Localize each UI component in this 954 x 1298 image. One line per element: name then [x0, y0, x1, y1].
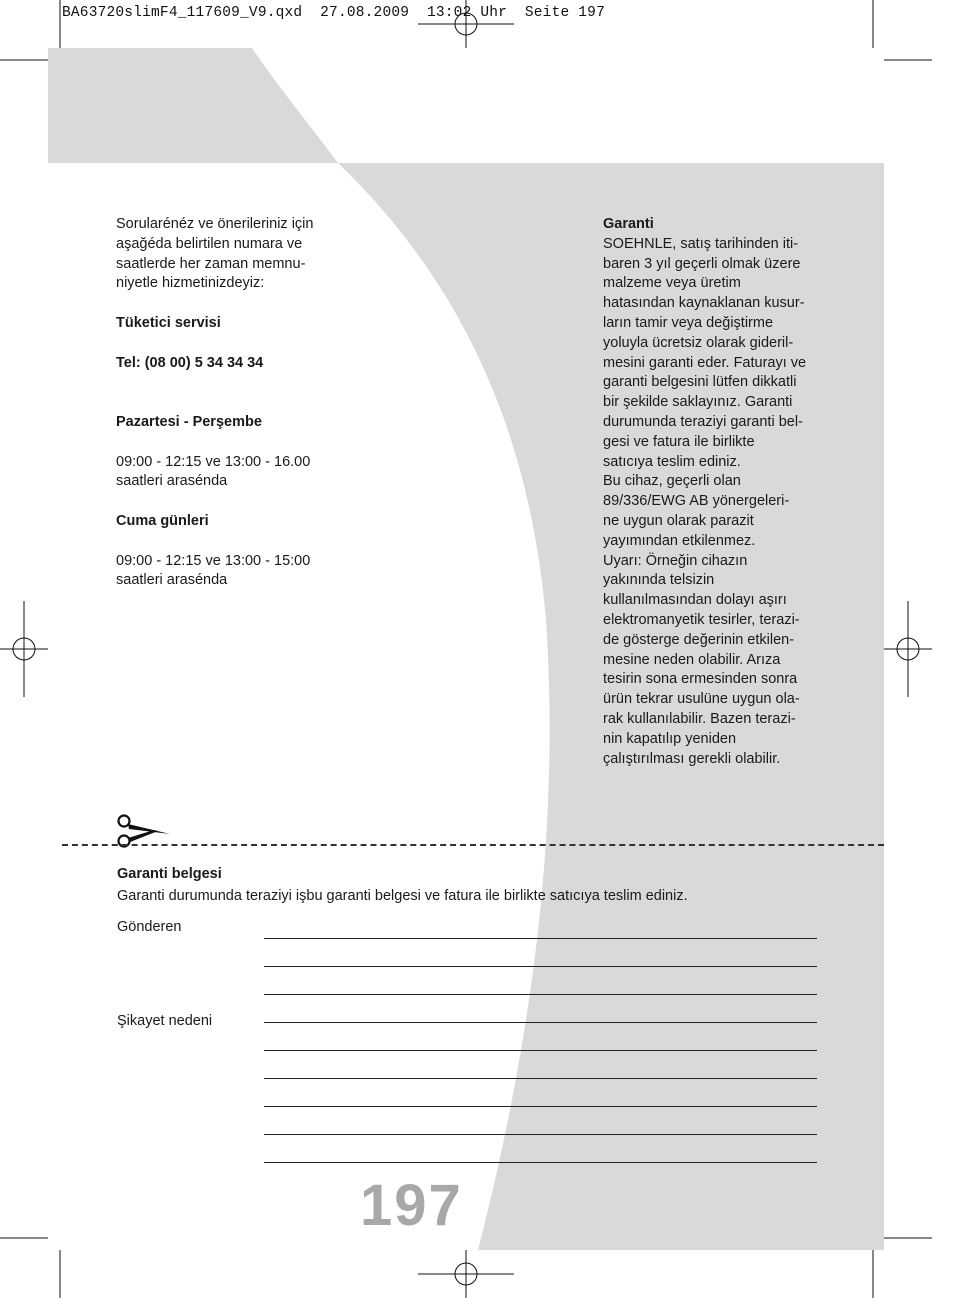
warranty-text-line: kullanılmasından dolayı aşırı [603, 592, 787, 609]
friday-label: Cuma günleri [116, 512, 209, 529]
warranty-certificate-note: Garanti durumunda teraziyi işbu garanti belgesi ve fatura ile birlikte satıcıya teslim ediniz. [117, 888, 688, 904]
warranty-text-line: ne uygun olarak parazit [603, 512, 754, 529]
warranty-text-line: yakınında telsizin [603, 572, 715, 589]
warranty-text-line: Uyarı: Örneğin cihazın [603, 552, 748, 569]
sender-line[interactable] [264, 966, 817, 967]
registration-target-bottom [418, 1250, 514, 1298]
sender-line[interactable] [264, 938, 817, 939]
warranty-text-line: de gösterge değerinin etkilen- [603, 631, 795, 648]
warranty-column [603, 215, 821, 769]
cut-line [62, 844, 884, 846]
warranty-text-line: tesirin sona ermesinden sonra [603, 671, 798, 688]
grey-header-band [48, 48, 338, 163]
warranty-text-line: 89/336/EWG AB yönergeleri- [603, 493, 790, 510]
complaint-line[interactable] [264, 1106, 817, 1107]
warranty-text-line: yoluyla ücretsiz olarak gideril- [603, 334, 794, 351]
intro-line: Sorularénéz ve önerileriniz için [116, 216, 314, 232]
warranty-text-line: mesini garanti eder. Faturayı ve [603, 354, 807, 371]
print-header: BA63720slimF4_117609_V9.qxd 27.08.2009 13:02 Uhr Seite 197 [62, 5, 605, 21]
friday-hours: saatleri arasénda [116, 572, 228, 589]
warranty-text-line: durumunda teraziyi garanti bel- [603, 413, 803, 430]
scissors-icon [114, 812, 174, 852]
complaint-reason-label: Şikayet nedeni [117, 1013, 213, 1029]
warranty-text-line: gesi ve fatura ile birlikte [603, 433, 755, 450]
warranty-text-line: mesine neden olabilir. Arıza [603, 651, 781, 668]
page-number: 197 [360, 1173, 463, 1238]
warranty-text-line: satıcıya teslim ediniz. [603, 453, 741, 470]
warranty-text-line: yayımından etkilenmez. [603, 532, 756, 549]
weekday-hours: saatleri arasénda [116, 473, 228, 490]
warranty-text-line: ürün tekrar usulüne uygun ola- [603, 691, 800, 708]
warranty-text-line: nin kapatılıp yeniden [603, 730, 737, 747]
contact-column [116, 215, 356, 591]
warranty-text-line: Bu cihaz, geçerli olan [603, 473, 741, 490]
friday-hours: 09:00 - 12:15 ve 13:00 - 15:00 [116, 552, 311, 569]
warranty-text-line: SOEHNLE, satış tarihinden iti- [603, 235, 799, 252]
sender-label: Gönderen [117, 919, 182, 935]
warranty-text-line: çalıştırılması gerekli olabilir. [603, 750, 781, 767]
complaint-line[interactable] [264, 1022, 817, 1023]
phone-number: Tel: (08 00) 5 34 34 34 [116, 354, 264, 371]
registration-target-right [884, 601, 932, 697]
warranty-text-line: malzeme veya üretim [603, 275, 741, 292]
warranty-text [603, 235, 821, 770]
warranty-text-line: rak kullanılabilir. Bazen terazi- [603, 710, 796, 727]
complaint-line[interactable] [264, 1078, 817, 1079]
warranty-text-line: ların tamir veya değiştirme [603, 314, 774, 331]
sender-line[interactable] [264, 994, 817, 995]
intro-line: aşağéda belirtilen numara ve [116, 235, 303, 252]
warranty-title: Garanti [603, 216, 654, 232]
warranty-text-line: hatasından kaynaklanan kusur- [603, 295, 805, 312]
warranty-text-line: garanti belgesini lütfen dikkatli [603, 374, 797, 391]
complaint-line[interactable] [264, 1162, 817, 1163]
intro-line: saatlerde her zaman memnu- [116, 255, 306, 272]
registration-target-left [0, 601, 48, 697]
service-label: Tüketici servisi [116, 314, 221, 331]
complaint-line[interactable] [264, 1050, 817, 1051]
weekday-label: Pazartesi - Perşembe [116, 413, 262, 430]
intro-line: niyetle hizmetinizdeyiz: [116, 275, 265, 292]
weekday-hours: 09:00 - 12:15 ve 13:00 - 16.00 [116, 453, 311, 470]
warranty-certificate-title: Garanti belgesi [117, 866, 222, 882]
complaint-line[interactable] [264, 1134, 817, 1135]
warranty-text-line: elektromanyetik tesirler, terazi- [603, 611, 800, 628]
warranty-text-line: baren 3 yıl geçerli olmak üzere [603, 255, 801, 272]
warranty-text-line: bir şekilde saklayınız. Garanti [603, 394, 793, 411]
